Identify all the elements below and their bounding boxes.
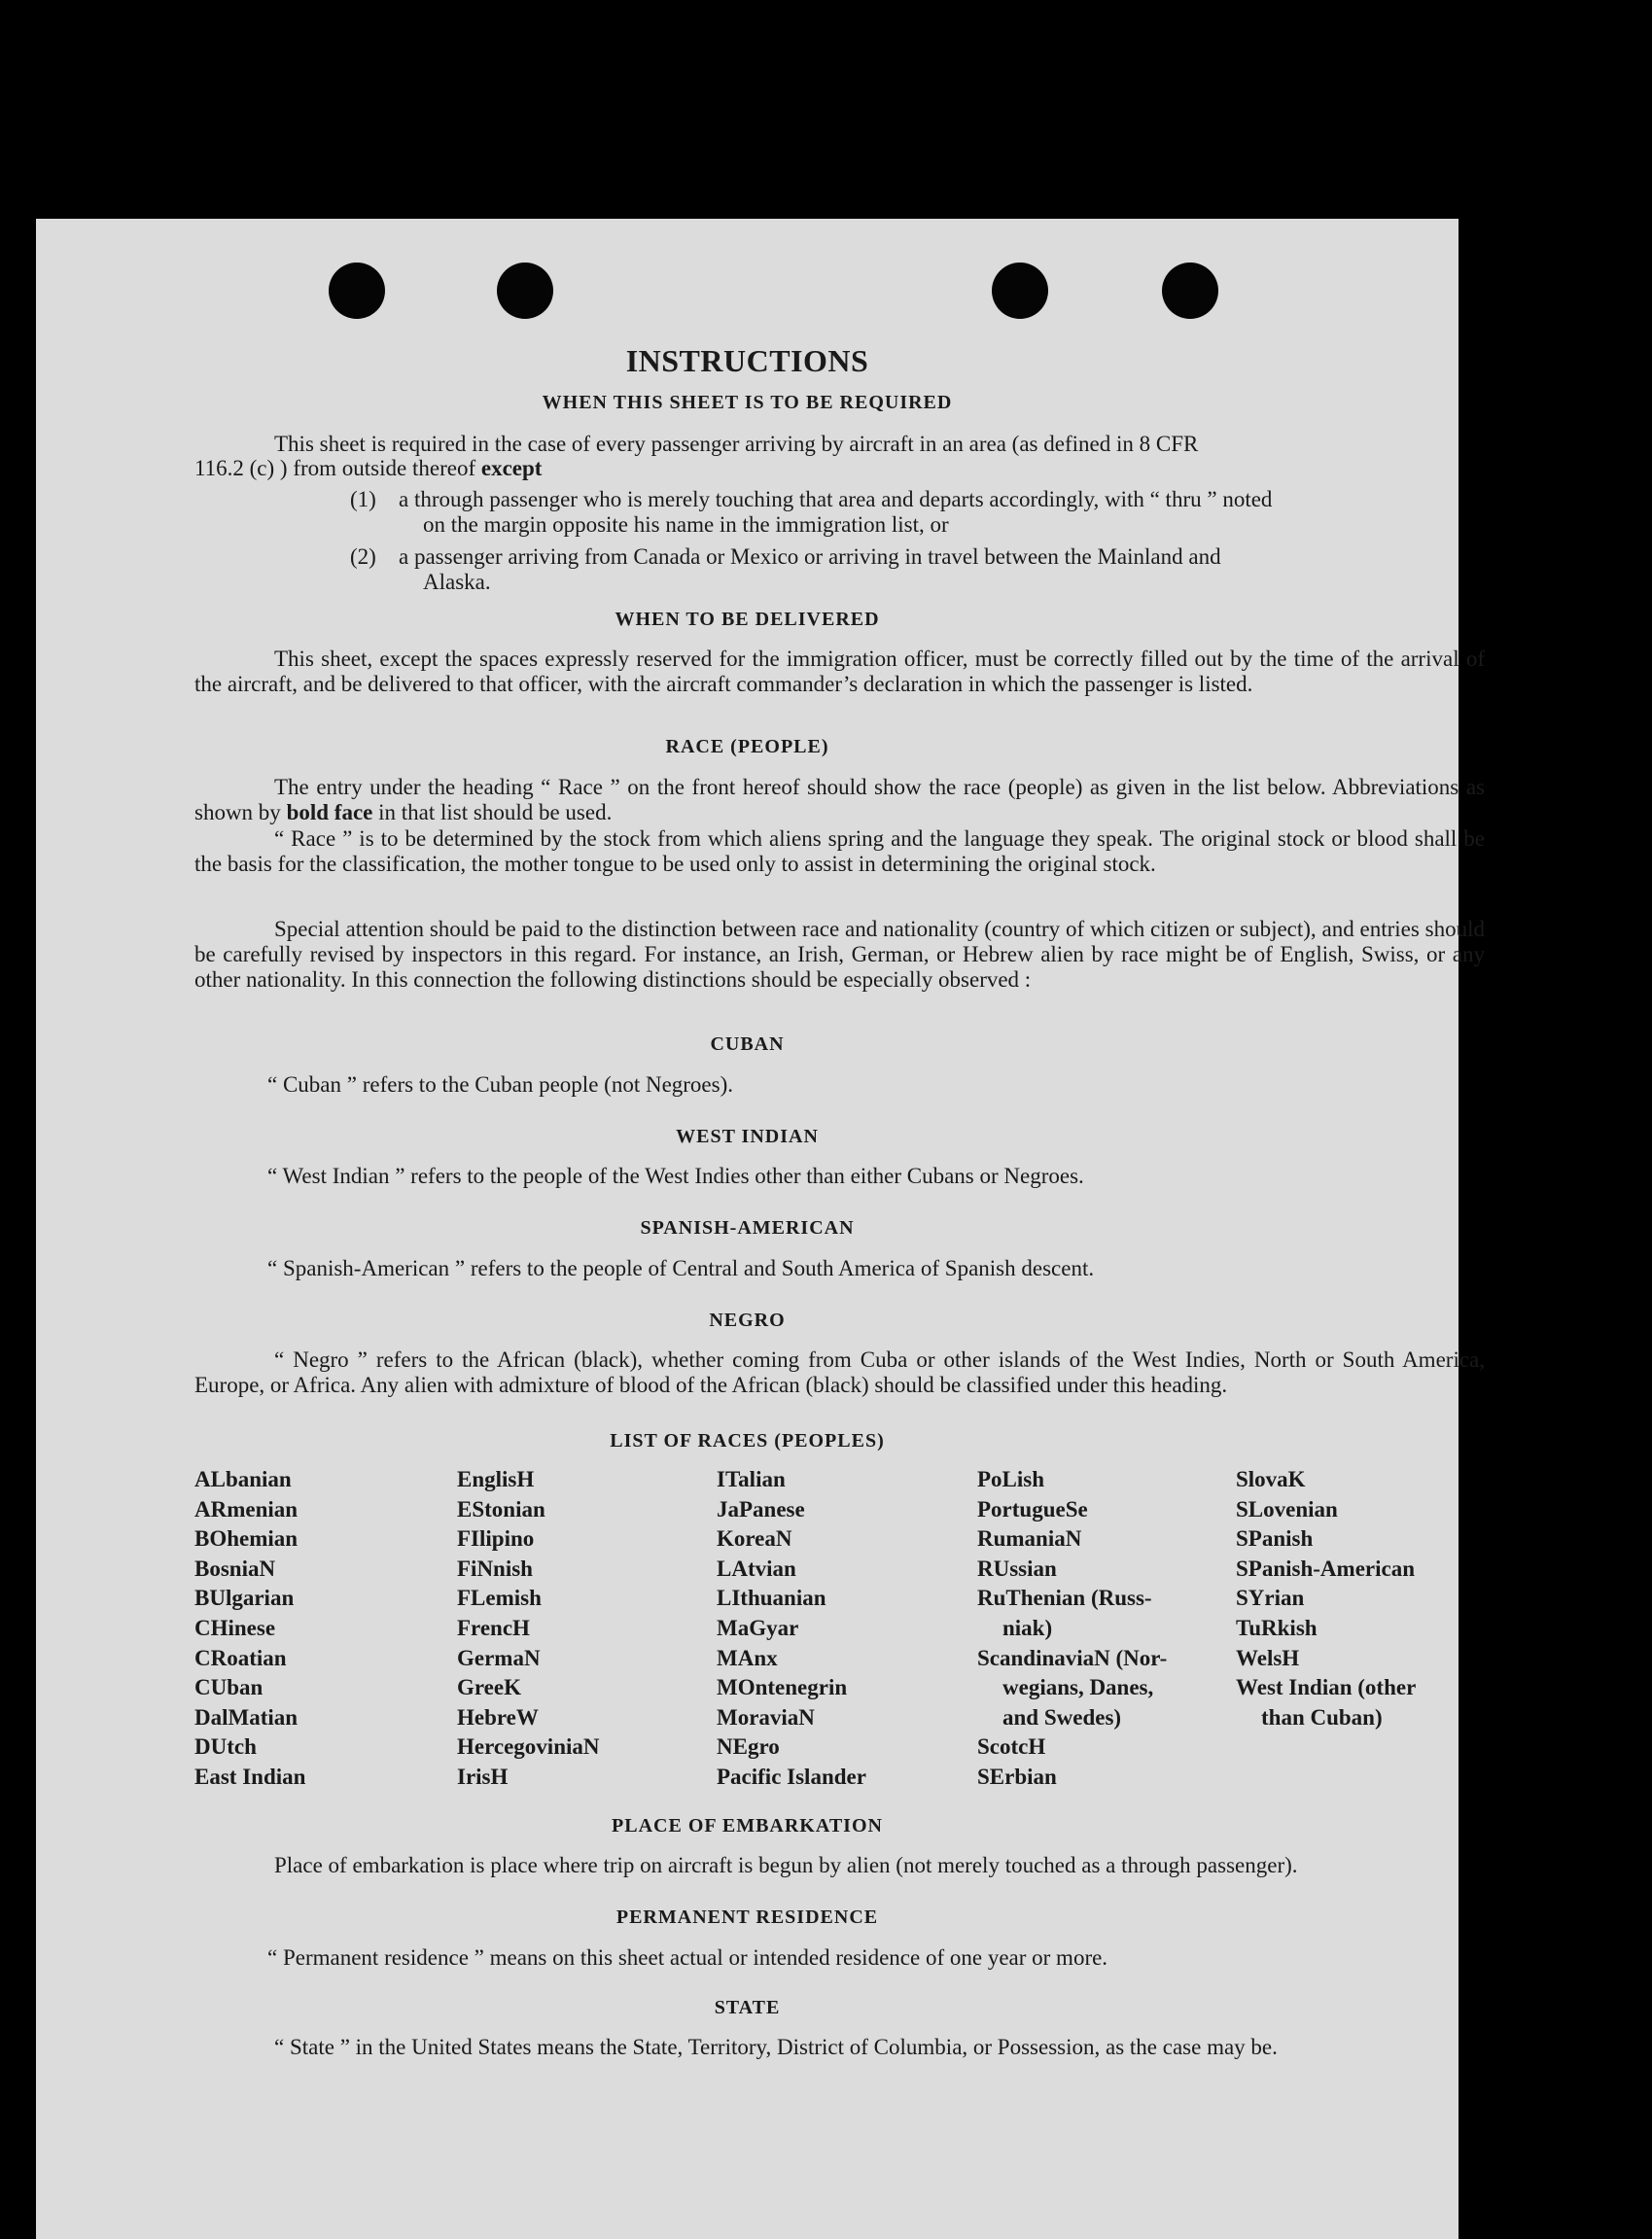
race-item: SPanish (1236, 1526, 1314, 1552)
state-text: “ State ” in the United States means the State, Territory, District of Columbia, or Possession, as the case may be. (274, 2035, 1278, 2059)
race-item: RUssian (977, 1556, 1057, 1581)
race-item: FLemish (457, 1586, 542, 1611)
race-item: LAtvian (717, 1556, 796, 1581)
exception-1-text: a through passenger who is merely touching that area and departs accordingly, with “ thru ” noted (399, 487, 1273, 511)
punch-hole (329, 262, 385, 319)
race-item: CUban (194, 1675, 264, 1700)
residence-text: “ Permanent residence ” means on this sheet actual or intended residence of one year or more. (267, 1945, 1108, 1970)
race-item: SPanish-American (1236, 1556, 1415, 1581)
race-item-cont: than Cuban) (1261, 1704, 1383, 1730)
race-item: FrencH (457, 1615, 530, 1640)
document-sheet (36, 219, 1485, 2239)
delivered-text: This sheet, except the spaces expressly reserved for the immigration officer, must be correctly filled out by the time of the arrival of the aircraft, and be delivered to that officer, with the aircraft commander’s declaration in which the passenger is listed. (194, 647, 1485, 696)
race-item: KoreaN (717, 1526, 792, 1552)
section-heading-embarkation: PLACE OF EMBARKATION (612, 1815, 883, 1837)
race-item: GermaN (457, 1645, 541, 1670)
required-text-line2: 116.2 (c) ) from outside thereof except (194, 456, 543, 480)
section-heading-when-delivered: WHEN TO BE DELIVERED (615, 609, 880, 630)
page-title: INSTRUCTIONS (625, 343, 869, 378)
race-item: DalMatian (194, 1704, 299, 1730)
race-item: DUtch (194, 1734, 257, 1760)
exception-2-number: (2) (350, 544, 376, 569)
race-item: GreeK (457, 1675, 521, 1700)
race-item: EnglisH (457, 1467, 535, 1491)
punch-hole (992, 262, 1048, 319)
race-item: BosniaN (194, 1556, 276, 1581)
race-item: MAnx (717, 1645, 778, 1670)
section-heading-negro: NEGRO (709, 1310, 786, 1331)
race-item-cont: niak) (1002, 1615, 1053, 1640)
race-item: West Indian (other (1236, 1675, 1417, 1700)
race-item: RumaniaN (977, 1526, 1082, 1552)
race-item: MOntenegrin (717, 1675, 848, 1700)
race-text-1: The entry under the heading “ Race ” on the front hereof should show the race (people) as given in the list below. Abbreviations as shown by bold face in that list should be used. (194, 775, 1485, 824)
race-item: BUlgarian (194, 1586, 295, 1611)
race-item: ScotcH (977, 1734, 1046, 1760)
spanish-american-text: “ Spanish-American ” refers to the people of Central and South America of Spanish descent. (267, 1256, 1095, 1280)
negro-text: “ Negro ” refers to the African (black), whether coming from Cuba or other islands of the West Indies, North or South America, Europe, or Africa. Any alien with admixture of blood of the African (black) should be classified under this heading. (194, 1347, 1485, 1397)
race-text-2: “ Race ” is to be determined by the stock from which aliens spring and the language they speak. The original stock or blood shall be the basis for the classification, the mother tongue to be used only to assist in determining the original stock. (194, 826, 1485, 876)
race-item: Pacific Islander (717, 1764, 866, 1789)
west-indian-text: “ West Indian ” refers to the people of the West Indies other than either Cubans or Negroes. (267, 1164, 1084, 1188)
section-heading-race: RACE (PEOPLE) (665, 736, 829, 757)
race-item: FiNnish (457, 1556, 533, 1581)
races-column-3 (717, 1465, 866, 1793)
race-item: SYrian (1236, 1586, 1305, 1611)
race-item: SlovaK (1236, 1467, 1306, 1491)
required-text-line1: This sheet is required in the case of every passenger arriving by aircraft in an area (as defined in 8 CFR (274, 432, 1199, 456)
race-item: MoraviaN (717, 1704, 815, 1730)
race-item: TuRkish (1236, 1615, 1318, 1640)
race-item: PoLish (977, 1467, 1045, 1491)
race-item: SErbian (977, 1764, 1057, 1789)
cuban-text: “ Cuban ” refers to the Cuban people (not Negroes). (267, 1072, 734, 1097)
race-item: CHinese (194, 1615, 276, 1640)
race-text-3: Special attention should be paid to the distinction between race and nationality (country of which citizen or subject), and entries should be carefully revised by inspectors in this regard. For instance, an Irish, German, or Hebrew alien by race might be of English, Swiss, or any other nationality. In this connection the following distinctions should be especially observed : (194, 917, 1485, 992)
race-item: MaGyar (717, 1615, 799, 1640)
punch-hole (497, 262, 553, 319)
race-item-cont: and Swedes) (1002, 1704, 1122, 1730)
section-heading-west-indian: WEST INDIAN (676, 1126, 819, 1147)
race-item: NEgro (717, 1734, 780, 1760)
race-item-cont: wegians, Danes, (1002, 1675, 1154, 1700)
race-item: ALbanian (194, 1467, 292, 1491)
punch-hole (1162, 262, 1218, 319)
race-item: ARmenian (194, 1496, 299, 1522)
race-item: East Indian (194, 1764, 306, 1789)
race-item: CRoatian (194, 1645, 287, 1670)
section-heading-state: STATE (714, 1997, 781, 2018)
race-item: IrisH (457, 1764, 509, 1789)
section-heading-when-required: WHEN THIS SHEET IS TO BE REQUIRED (542, 392, 953, 413)
exception-1-number: (1) (350, 487, 376, 511)
section-heading-cuban: CUBAN (710, 1033, 785, 1055)
race-item: ScandinaviaN (Nor- (977, 1645, 1168, 1670)
race-item: RuThenian (Russ- (977, 1586, 1152, 1611)
races-column-1 (194, 1465, 305, 1793)
exception-2-text: a passenger arriving from Canada or Mexico or arriving in travel between the Mainland and (399, 544, 1221, 569)
exception-1-text-cont: on the margin opposite his name in the immigration list, or (423, 512, 949, 537)
race-item: LIthuanian (717, 1586, 826, 1611)
race-item: PortugueSe (977, 1496, 1088, 1522)
race-item: WelsH (1236, 1645, 1300, 1670)
races-column-2 (457, 1465, 600, 1793)
section-heading-residence: PERMANENT RESIDENCE (615, 1907, 879, 1928)
races-column-4 (977, 1465, 1167, 1793)
section-heading-list-of-races: LIST OF RACES (PEOPLES) (610, 1430, 885, 1452)
race-item: EStonian (457, 1496, 545, 1522)
race-item: BOhemian (194, 1526, 299, 1552)
section-heading-spanish-american: SPANISH-AMERICAN (640, 1217, 855, 1239)
race-item: ITalian (717, 1467, 786, 1491)
race-item: JaPanese (717, 1496, 805, 1522)
race-item: FIlipino (457, 1526, 535, 1552)
exception-2-text-cont: Alaska. (423, 570, 491, 594)
race-item: HercegoviniaN (457, 1734, 600, 1760)
race-item: HebreW (457, 1704, 539, 1730)
embarkation-text: Place of embarkation is place where trip on aircraft is begun by alien (not merely touched as a through passenger). (274, 1853, 1298, 1877)
races-column-5 (1236, 1465, 1416, 1732)
race-item: SLovenian (1236, 1496, 1338, 1522)
